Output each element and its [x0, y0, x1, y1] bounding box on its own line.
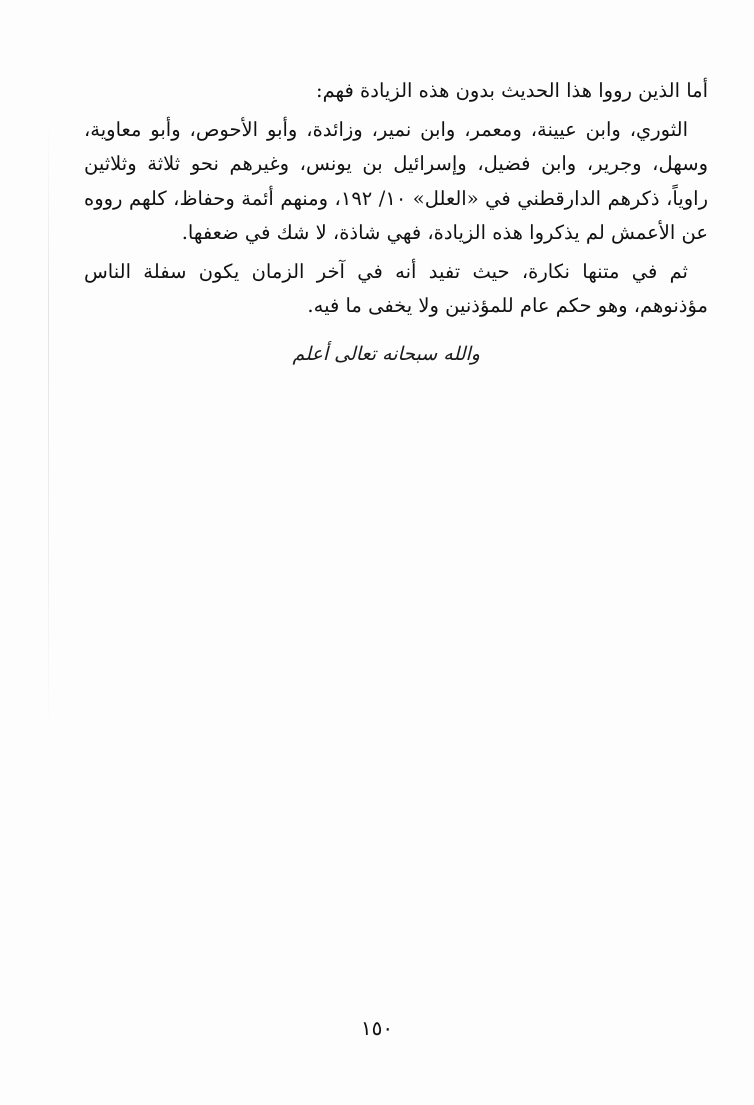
body-text — [84, 74, 708, 324]
closing-phrase: والله سبحانه تعالى أعلم — [292, 343, 480, 365]
intro-paragraph: أما الذين رووا هذا الحديث بدون هذه الزيادة فهم: — [316, 79, 708, 102]
narrators-paragraph: الثوري، وابن عيينة، ومعمر، وابن نمير، وزائدة، وأبو الأحوص، وأبو معاوية، وسهل، وجرير، وابن فضيل، وإسرائيل بن يونس، وغيرهم نحو ثلاثة وثلاثين راوياً، ذكرهم الدارقطني في «العلل» ١٠/ ١٩٢، ومنهم أئمة وحفاظ، كلهم رووه عن الأعمش لم يذكروا هذه الزيادة، فهي شاذة، لا شك في ضعفها. — [84, 117, 708, 244]
page-number: ١٥٠ — [360, 1016, 394, 1040]
critique-paragraph: ثم في متنها نكارة، حيث تفيد أنه في آخر الزمان يكون سفلة الناس مؤذنوهم، وهو حكم عام للمؤذنين ولا يخفى ما فيه. — [84, 259, 708, 317]
scan-shadow-line — [48, 120, 49, 740]
